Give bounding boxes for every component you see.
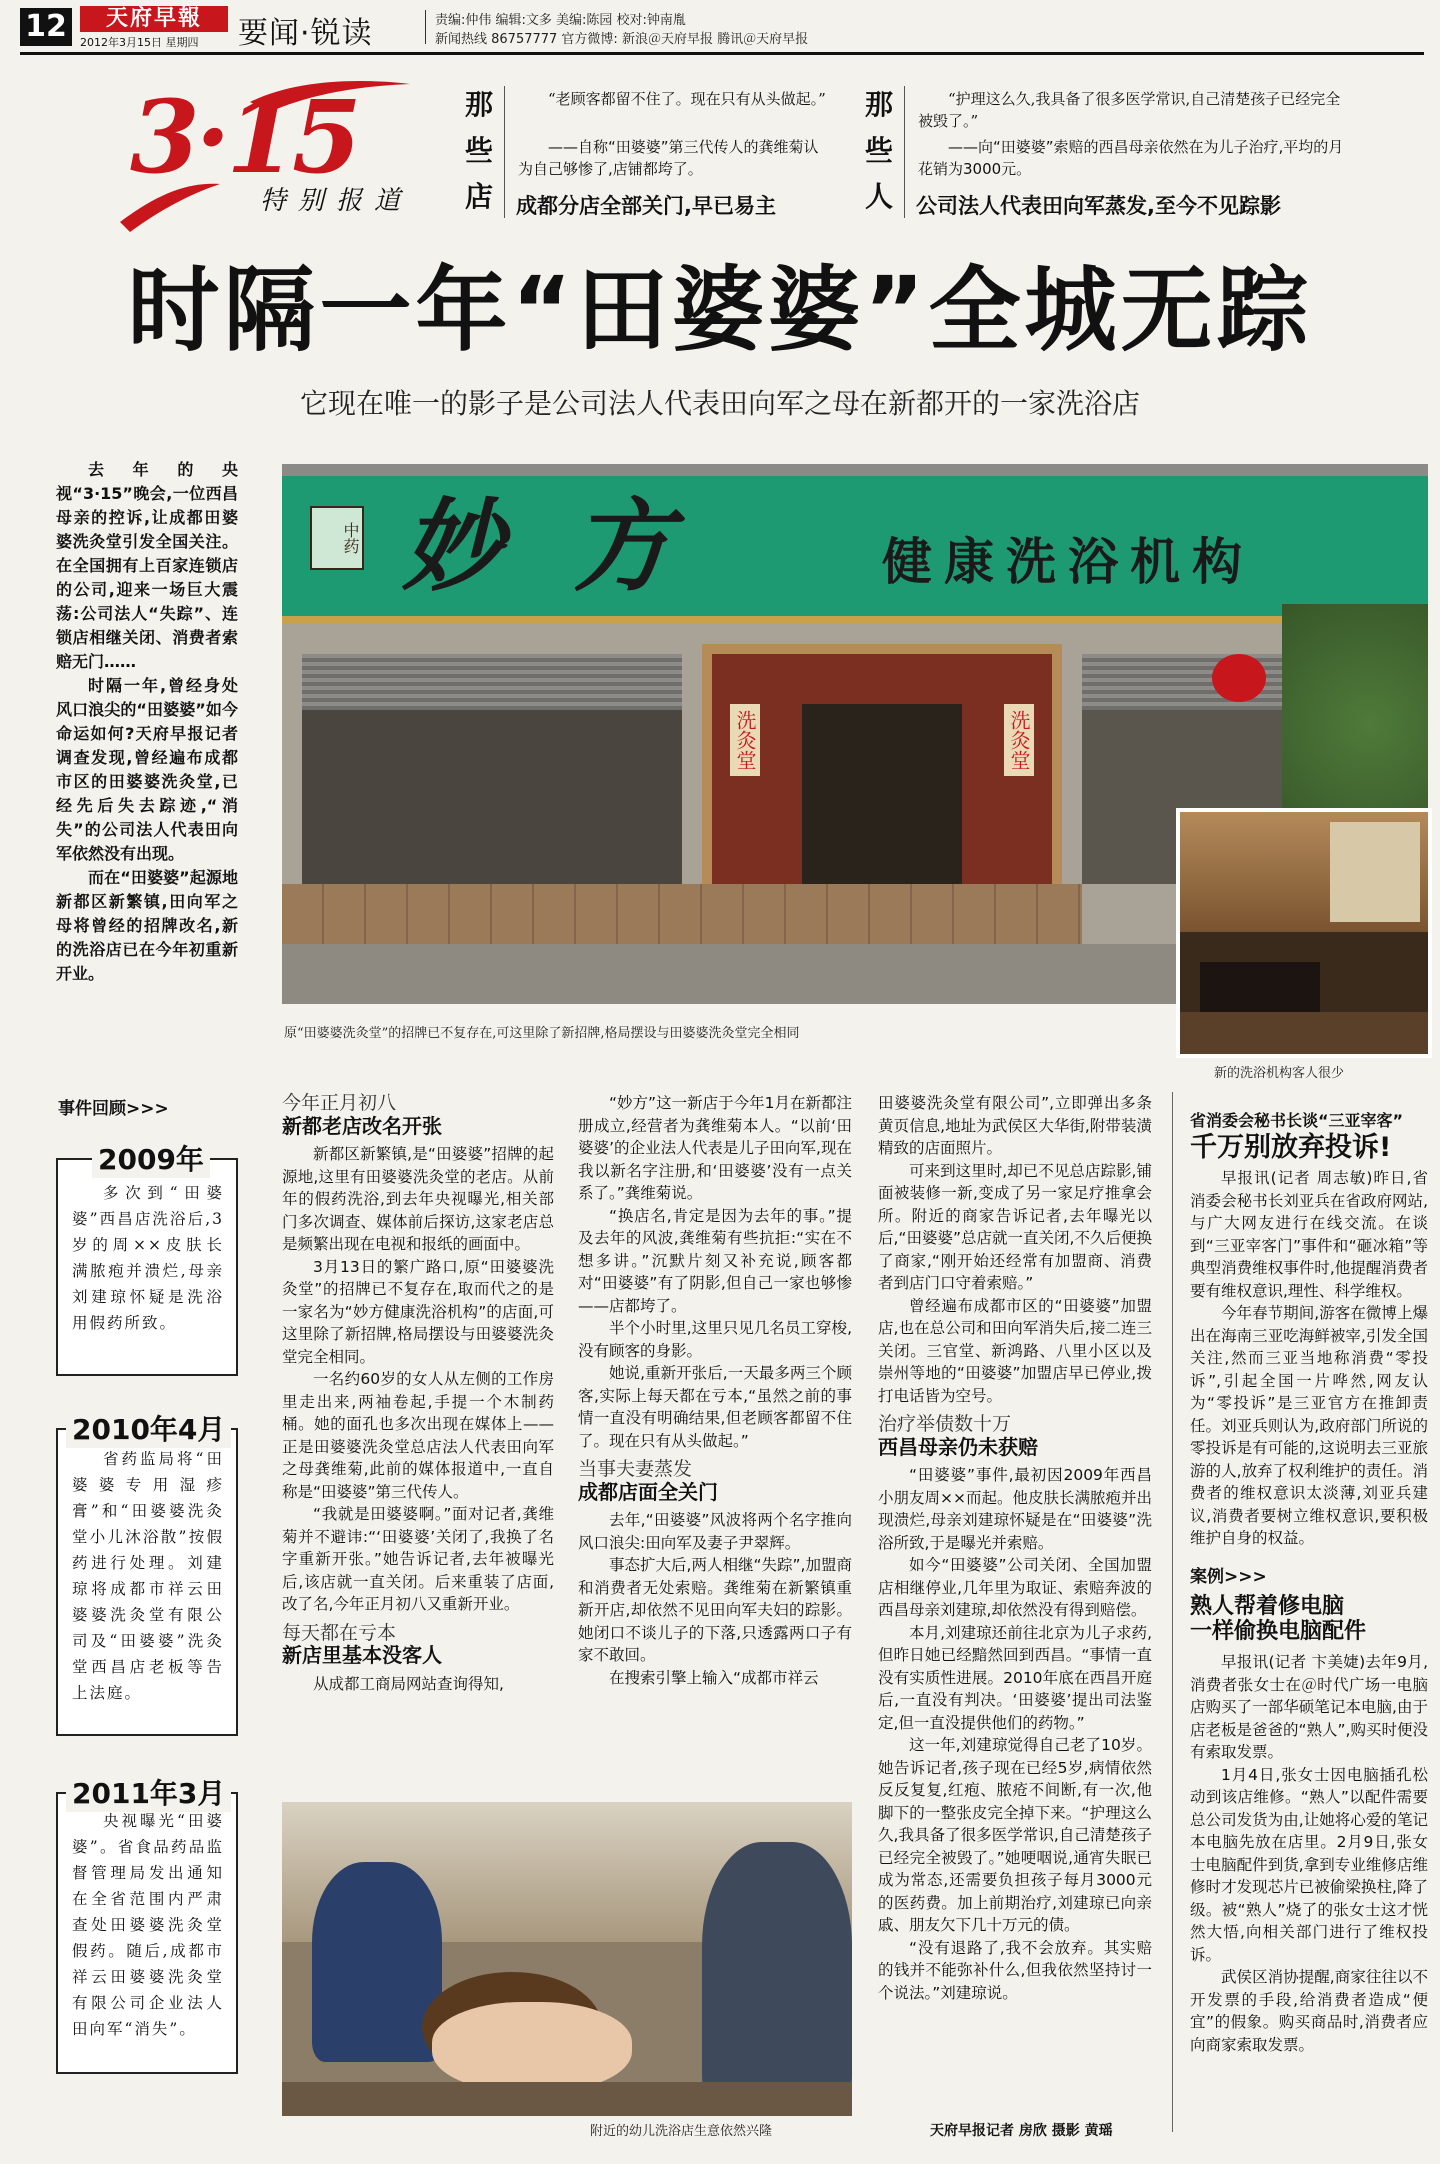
sidebar-label-2: 案例>>> [1190,1566,1267,1587]
inset-photo-caption: 新的洗浴机构客人很少 [1214,1066,1345,1081]
col2-para-6: 事态扩大后,两人相继“失踪”,加盟商和消费者无处索赔。龚维菊在新繁镇重新开店,却依然不见田向军夫妇的踪影。她闭口不谈儿子的下落,只透露两口子有家不敢回。 [578,1556,852,1664]
credits-line: 责编:仲伟 编辑:文多 美编:陈园 校对:钟南胤 [435,13,686,28]
col3-para-1: 田婆婆洗灸堂有限公司”,立即弹出多条黄页信息,地址为武侯区大华街,附带装潢精致的店面照片。 [878,1094,1152,1157]
lead-para-3: 而在“田婆婆”起源地新都区新繁镇,田向军之母将曾经的招牌改名,新的洗浴店已在今年初重新开业。 [56,868,238,983]
sub-headline: 它现在唯一的影子是公司法人代表田向军之母在新都开的一家洗浴店 [299,387,1140,420]
red-lantern [1212,654,1266,702]
teaser-1-headline: 成都分店全部关门,早已易主 [516,194,776,218]
sidebar [1190,1110,1428,2056]
sec1-kicker: 今年正月初八 [282,1092,397,1114]
sec3-title: 成都店面全关门 [578,1479,718,1504]
inset-sofa [1200,962,1320,1012]
lead-text [56,458,238,986]
timeline-text-2009: 多次到“田婆婆”西昌店洗浴后,3岁的周××皮肤长满脓疱并溃烂,母亲刘建琼怀疑是洗浴用假药所致。 [72,1184,224,1332]
shutter-left-top [302,654,682,710]
article-col-1 [282,1092,554,1695]
door-label-right: 洗灸堂 [1004,704,1034,776]
sec1-title: 新都老店改名开张 [282,1113,442,1138]
sign-name-right: 健康洗浴机构 [882,532,1254,591]
col2-para-3: 半个小时里,这里只见几名员工穿梭,没有顾客的身影。 [578,1319,852,1360]
col1-para-1: 新都区新繁镇,是“田婆婆”招牌的起源地,这里有田婆婆洗灸堂的老店。从前年的假药洗浴,到去年央视曝光,相关部门多次调查、媒体前后探访,这家老店总是频繁出现在电视和报纸的画面中。 [282,1145,554,1253]
col2-para-1: “妙方”这一新店于今年1月在新都注册成立,经营者为龚维菊本人。“以前‘田婆婆’的企业法人代表是儿子田向军,现在我以新名字注册,和‘田婆婆’没有一点关系了。”龚维菊说。 [578,1094,852,1202]
sec4-title: 西昌母亲仍未获赔 [878,1434,1038,1459]
col2-para-7: 在搜索引擎上输入“成都市祥云 [609,1668,819,1687]
inset-window [1330,822,1420,922]
green-sign [282,476,1428,624]
col3-para-6: 本月,刘建琼还前往北京为儿子求药,但昨日她已经黯然回到西昌。“事情一直没有实质性进展。2010年底在西昌开庭后,一直没有判决。‘田婆婆’提出司法鉴定,但一直没提供他们的药物。” [878,1623,1152,1732]
sign-name-left: 妙方 [402,487,742,605]
teaser-2-attribution: ——向“田婆婆”索赔的西昌母亲依然在为儿子治疗,平均的月花销为3000元。 [918,138,1344,178]
col3-para-4: “田婆婆”事件,最初因2009年西昌小朋友周××而起。他皮肤长满脓疱并出现溃烂,母亲刘建琼怀疑是在“田婆婆”洗浴所致,于是曝光并索赔。 [878,1466,1152,1552]
teaser-2-quote: “护理这么久,我具备了很多医学常识,自己清楚孩子已经完全被毁了。” [918,90,1341,130]
teaser-1-label: 那些店 [464,88,493,213]
sidebar-para-5: 武侯区消协提醒,商家往往以不开发票的手段,给消费者造成“便宜”的假象。购买商品时,消费者应向商家索取发票。 [1190,1968,1428,2054]
teaser-2-label: 那些人 [864,88,893,213]
timeline-text-2011: 央视曝光“田婆婆”。省食品药品监督管理局发出通知在全省范围内严肃查处田婆婆洗灸堂假药。随后,成都市祥云田婆婆洗灸堂有限公司企业法人田向军“消失”。 [72,1812,224,2038]
col2-para-4: 她说,重新开张后,一天最多两三个顾客,实际上每天都在亏本,“虽然之前的事情一直没有明确结果,但老顾客都留不住了。现在只有从头做起。” [578,1364,852,1450]
logo-315 [100,72,440,242]
sec4-kicker: 治疗举债数十万 [878,1413,1012,1435]
sidebar-title-2a: 熟人帮着修电脑 [1190,1594,1345,1619]
logo-number: 3·15 [130,78,358,196]
col3-para-8: “没有退路了,我不会放弃。其实赔的钱并不能弥补什么,但我依然坚持讨一个说法。”刘建琼说。 [878,1938,1152,2002]
teaser-2-divider [904,86,905,218]
teaser-1-quote: “老顾客都留不住了。现在只有从头做起。” [548,90,826,108]
inset-photo [1176,808,1432,1058]
bottom-photo-man [702,1842,852,2102]
masthead-rule [20,52,1424,55]
sec3-kicker: 当事夫妻蒸发 [578,1458,693,1480]
timeline-year-2009: 2009年 [92,1138,210,1178]
teaser-1-attribution: ——自称“田婆婆”第三代传人的龚维菊认为自己够惨了,店铺都垮了。 [518,138,819,178]
masthead-divider [425,10,426,44]
brick-base [282,884,1082,944]
sidebar-para-4: 1月4日,张女士因电脑插孔松动到该店维修。“熟人”以配件需要总公司发货为由,让她将心爱的笔记本电脑先放在店里。2月9日,张女士电脑配件到货,拿到专业维修店维修时才发现芯片已被偷梁换柱,降了级。被“熟人”烧了的张女士这才恍然大悟,向相关部门进行了维权投诉。 [1190,1765,1428,1964]
col2-para-5: 去年,“田婆婆”风波将两个名字推向风口浪尖:田向军及妻子尹翠辉。 [578,1511,852,1552]
teaser-1-divider [504,86,505,218]
contacts-line: 新闻热线 86757777 官方微博: 新浪＠天府早报 腾讯＠天府早报 [435,32,809,47]
sidebar-para-1: 早报讯(记者 周志敏)昨日,省消委会秘书长刘亚兵在省政府网站,与广大网友进行在线交流。在谈到“三亚宰客门”事件和“砸冰箱”等典型消费维权事件时,他提醒消费者要有维权意识,理性、科学维权。 [1190,1169,1428,1300]
date-line: 2012年3月15日 星期四 [80,36,199,49]
article-col-2 [578,1092,852,1689]
logo-subtitle: 特别报道 [260,186,413,216]
col1-para-4: “我就是田婆婆啊。”面对记者,龚维菊并不避讳:“‘田婆婆’关闭了,我换了名字重新开张。”她告诉记者,去年被曝光后,该店就一直关闭。后来重装了店面,改了名,今年正月初八又重新开业。 [282,1505,554,1613]
timeline-year-2010: 2010年4月 [66,1408,231,1448]
timeline-text-2010: 省药监局将“田婆婆专用湿疹膏”和“田婆婆洗灸堂小儿沐浴散”按假药进行处理。刘建琼将成都市祥云田婆婆洗灸堂有限公司及“田婆婆”洗灸堂西昌店老板等告上法庭。 [72,1450,224,1702]
section-name: 要闻·锐读 [238,16,373,51]
article-col-3 [878,1092,1152,2004]
masthead [20,6,1424,51]
teaser-block-1 [462,82,832,222]
bottom-photo [282,1802,852,2116]
paper-name: 天府早報 [80,6,228,32]
col3-para-3: 曾经遍布成都市区的“田婆婆”加盟店,也在总公司和田向军消失后,接二连三关闭。三官堂、新鸿路、八里小区以及崇州等地的“田婆婆”加盟店早已停业,拨打电话皆为空号。 [878,1296,1152,1405]
col1-para-2: 3月13日的繁广路口,原“田婆婆洗灸堂”的招牌已不复存在,取而代之的是一家名为“妙方健康洗浴机构”的店面,可这里除了新招牌,格局摆设与田婆婆洗灸堂完全相同。 [282,1257,554,1366]
main-photo-caption: 原“田婆婆洗灸堂”的招牌已不复存在,可这里除了新招牌,格局摆设与田婆婆洗灸堂完全相同 [284,1026,800,1041]
sidebar-divider [1172,1092,1173,2132]
timeline-year-2011: 2011年3月 [66,1772,231,1812]
col1-para-3: 一名约60岁的女人从左侧的工作房里走出来,两袖卷起,手提一个木制药桶。她的面孔也多次出现在媒体上——正是田婆婆洗灸堂总店法人代表田向军之母龚维菊,此前的媒体报道中,一直自称是“田婆婆”第三代传人。 [282,1370,554,1501]
lead-para-2: 时隔一年,曾经身处风口浪尖的“田婆婆”如今命运如何?天府早报记者调查发现,曾经遍布成都市区的田婆婆洗灸堂,已经先后失去踪迹,“消失”的公司法人代表田向军依然没有出现。 [56,676,238,863]
sidebar-para-3: 早报讯(记者 卞美婕)去年9月,消费者张女士在＠时代广场一电脑店购买了一部华硕笔记本电脑,由于店老板是爸爸的“熟人”,购买时便没有索取发票。 [1190,1653,1428,1761]
sign-seal: 中药 [310,506,364,570]
sidebar-kicker-1: 省消委会秘书长谈“三亚宰客” [1190,1111,1404,1130]
teaser-2-headline: 公司法人代表田向军蒸发,至今不见踪影 [916,194,1281,218]
sidebar-title-2b: 一样偷换电脑配件 [1190,1618,1367,1644]
bottom-photo-table [282,2082,852,2116]
col2-para-2: “换店名,肯定是因为去年的事。”提及去年的风波,龚维菊有些抗拒:“实在不想多讲。”沉默片刻又补充说,顾客都对“田婆婆”有了阴影,但自己一家也够惨——店都垮了。 [578,1206,852,1315]
sidebar-para-2: 今年春节期间,游客在微博上爆出在海南三亚吃海鲜被宰,引发全国关注,然而三亚当地称消费“零投诉”,引起全国一片哗然,网友认为“零投诉”是三亚官方在推卸责任。刘亚兵则认为,政府部门所说的零投诉是有可能的,这说明去三亚旅游的人,放弃了权利维护的责任。消费者的维权意识太淡薄,刘亚兵建议,消费者要树立维权意识,要积极维护自身的权益。 [1190,1304,1428,1547]
timeline-title: 事件回顾>>> [58,1099,169,1119]
lead-para-1: 去年的央视“3·15”晚会,一位西昌母亲的控诉,让成都田婆婆洗灸堂引发全国关注。在全国拥有上百家连锁店的公司,迎来一场巨大震荡:公司法人“失踪”、连锁店相继关闭、消费者索赔无门…… [56,460,238,671]
col1-para-5: 从成都工商局网站查询得知, [313,1674,504,1693]
door-label-left: 洗灸堂 [730,704,760,776]
bottom-photo-caption: 附近的幼儿洗浴店生意依然兴隆 [590,2124,773,2139]
col3-para-5: 如今“田婆婆”公司关闭、全国加盟店相继停业,几年里为取证、索赔奔波的西昌母亲刘建琼,却依然没有得到赔偿。 [878,1556,1152,1619]
main-headline: 时隔一年“田婆婆”全城无踪 [127,257,1313,364]
col3-para-2: 可来到这里时,却已不见总店踪影,铺面被装修一新,变成了另一家足疗推拿会所。附近的商家告诉记者,去年曝光以后,“田婆婆”总店就一直关闭,不久后便换了商家,“刚开始还经常有加盟商、消费者到店门口守着索赔。” [878,1161,1152,1292]
sidebar-title-1: 千万别放弃投诉! [1190,1131,1392,1163]
teaser-block-2 [862,82,1352,222]
col3-para-7: 这一年,刘建琼觉得自己老了10岁。她告诉记者,孩子现在已经5岁,病情依然反反复复,红疱、脓疮不间断,有一次,他脚下的一整张皮完全掉下来。“护理这么久,我具备了很多医学常识,自己清楚孩子已经完全被毁了。”她哽咽说,通宵失眠已成为常态,还需要负担孩子每月3000元的医药费。加上前期治疗,刘建琼已向亲戚、朋友欠下几十万元的债。 [878,1736,1152,1934]
sec2-title: 新店里基本没客人 [282,1643,442,1667]
bottom-photo-baby [432,2002,632,2092]
page-number: 12 [20,8,72,46]
inset-floor [1180,1012,1432,1058]
article-byline: 天府早报记者 房欣 摄影 黄瑶 [930,2123,1113,2139]
sec2-kicker: 每天都在亏本 [282,1621,397,1644]
